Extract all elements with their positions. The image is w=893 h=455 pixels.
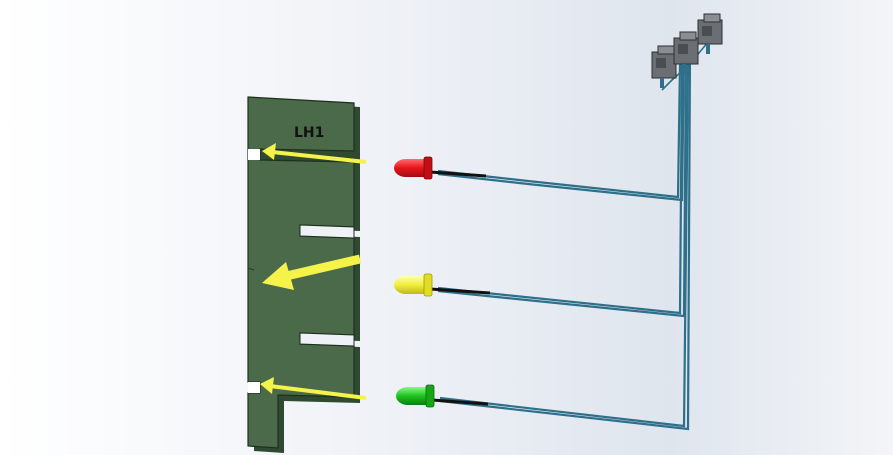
panel-slot-mid xyxy=(300,225,354,238)
panel-slot-top xyxy=(248,149,260,160)
panel-slot-low xyxy=(300,333,354,346)
panel-label: LH1 xyxy=(294,125,325,141)
panel-slot-bottom xyxy=(248,382,260,393)
